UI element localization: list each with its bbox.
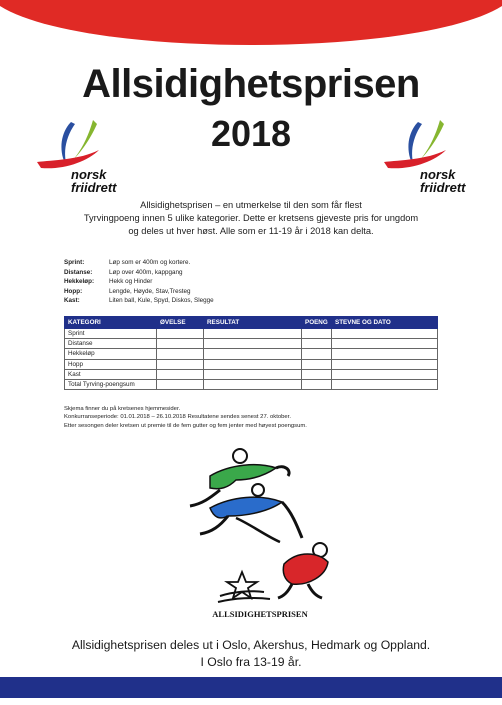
top-banner: [0, 0, 502, 60]
row-label: Kast: [65, 369, 157, 379]
cell: [157, 369, 204, 379]
category-row: [64, 277, 464, 287]
athletes-icon: [180, 446, 340, 626]
footer-line: Allsidighetsprisen deles ut i Oslo, Akershus, Hedmark og Oppland.: [71, 638, 431, 652]
bottom-bar: [0, 677, 502, 698]
intro-line: og deles ut hver høst. Alle som er 11-19 år i 2018 kan delta.: [128, 226, 374, 237]
category-row: [64, 258, 464, 268]
category-key: Hopp:: [64, 287, 83, 295]
intro-line: Tyrvingpoeng innen 5 ulike kategorier. Dette er kretsens gjeveste pris for ungdom: [83, 213, 419, 224]
cell: [204, 339, 302, 349]
cell: [302, 379, 332, 389]
category-row: [64, 268, 464, 278]
cell: [204, 349, 302, 359]
table-row: [65, 369, 438, 379]
figure-caption: ALLSIDIGHETSPRISEN: [212, 609, 308, 619]
cell: [157, 349, 204, 359]
column-header-ovelse: ØVELSE: [157, 317, 204, 329]
table-row: [65, 329, 438, 339]
poster-year: 2018: [210, 113, 292, 154]
note-line: Skjema finner du på kretsenes hjemmesider.: [64, 406, 181, 412]
table-row: [65, 349, 438, 359]
category-value: Liten ball, Kule, Spyd, Diskos, Slegge: [109, 297, 214, 305]
category-key: Kast:: [64, 297, 80, 305]
note-line: Etter sesongen deler kretsen ut premie til de fem gutter og fem jenter med høyest poengsum.: [64, 422, 307, 429]
cell: [204, 379, 302, 389]
cell: [302, 339, 332, 349]
cell: [332, 349, 438, 359]
cell: [157, 379, 204, 389]
table-row: [65, 379, 438, 389]
notes: [64, 405, 464, 430]
category-definitions: [64, 258, 464, 306]
score-table: [64, 316, 438, 390]
footer-text: [0, 637, 502, 670]
category-value: Løp over 400m, kappgang: [109, 268, 183, 276]
note-line: Konkurranseperiode: 01.01.2018 – 26.10.2018 Resultatene sendes senest 27. oktober.: [64, 414, 291, 421]
row-label: Hopp: [65, 359, 157, 369]
row-label: Distanse: [65, 339, 157, 349]
cell: [302, 359, 332, 369]
table-row: [65, 339, 438, 349]
logo-text-friidrett: friidrett: [420, 180, 466, 195]
category-row: [64, 296, 464, 306]
cell: [204, 359, 302, 369]
logo-text-norsk: norsk: [71, 167, 107, 182]
footer-line: I Oslo fra 13-19 år.: [200, 654, 302, 669]
norsk-friidrett-logo-right: [380, 118, 480, 198]
cell: [204, 369, 302, 379]
poster-title: Allsidighetsprisen: [82, 62, 420, 106]
row-label: Total Tyrving-poengsum: [65, 379, 157, 389]
table-row: [65, 359, 438, 369]
row-label: Sprint: [65, 329, 157, 339]
cell: [302, 369, 332, 379]
category-value: Hekk og Hinder: [109, 278, 153, 286]
category-key: Distanse:: [64, 268, 93, 276]
cell: [157, 329, 204, 339]
cell: [332, 359, 438, 369]
category-value: Lengde, Høyde, Stav,Tresteg: [109, 287, 191, 295]
category-value: Løp som er 400m og kortere.: [109, 259, 191, 266]
cell: [332, 369, 438, 379]
column-header-resultat: RESULTAT: [204, 317, 302, 329]
row-label: Hekkeløp: [65, 349, 157, 359]
cell: [157, 359, 204, 369]
cell: [332, 379, 438, 389]
category-key: Sprint:: [64, 259, 85, 266]
cell: [332, 339, 438, 349]
category-key: Hekkeløp:: [64, 278, 95, 286]
athletes-illustration: [180, 446, 340, 626]
cell: [302, 329, 332, 339]
column-header-kategori: KATEGORI: [65, 317, 157, 329]
logo-text-norsk: norsk: [420, 167, 456, 182]
table-header-row: [65, 317, 438, 329]
cell: [157, 339, 204, 349]
cell: [302, 349, 332, 359]
intro-line: Allsidighetsprisen – en utmerkelse til den som får flest: [140, 200, 362, 210]
cell: [332, 329, 438, 339]
norsk-friidrett-logo-left: [33, 118, 133, 198]
column-header-poeng: POENG: [302, 317, 332, 329]
column-header-stevne-og-dato: STEVNE OG DATO: [332, 317, 438, 329]
cell: [204, 329, 302, 339]
logo-text-friidrett: friidrett: [71, 180, 117, 195]
intro-text: [60, 199, 442, 239]
category-row: [64, 287, 464, 297]
